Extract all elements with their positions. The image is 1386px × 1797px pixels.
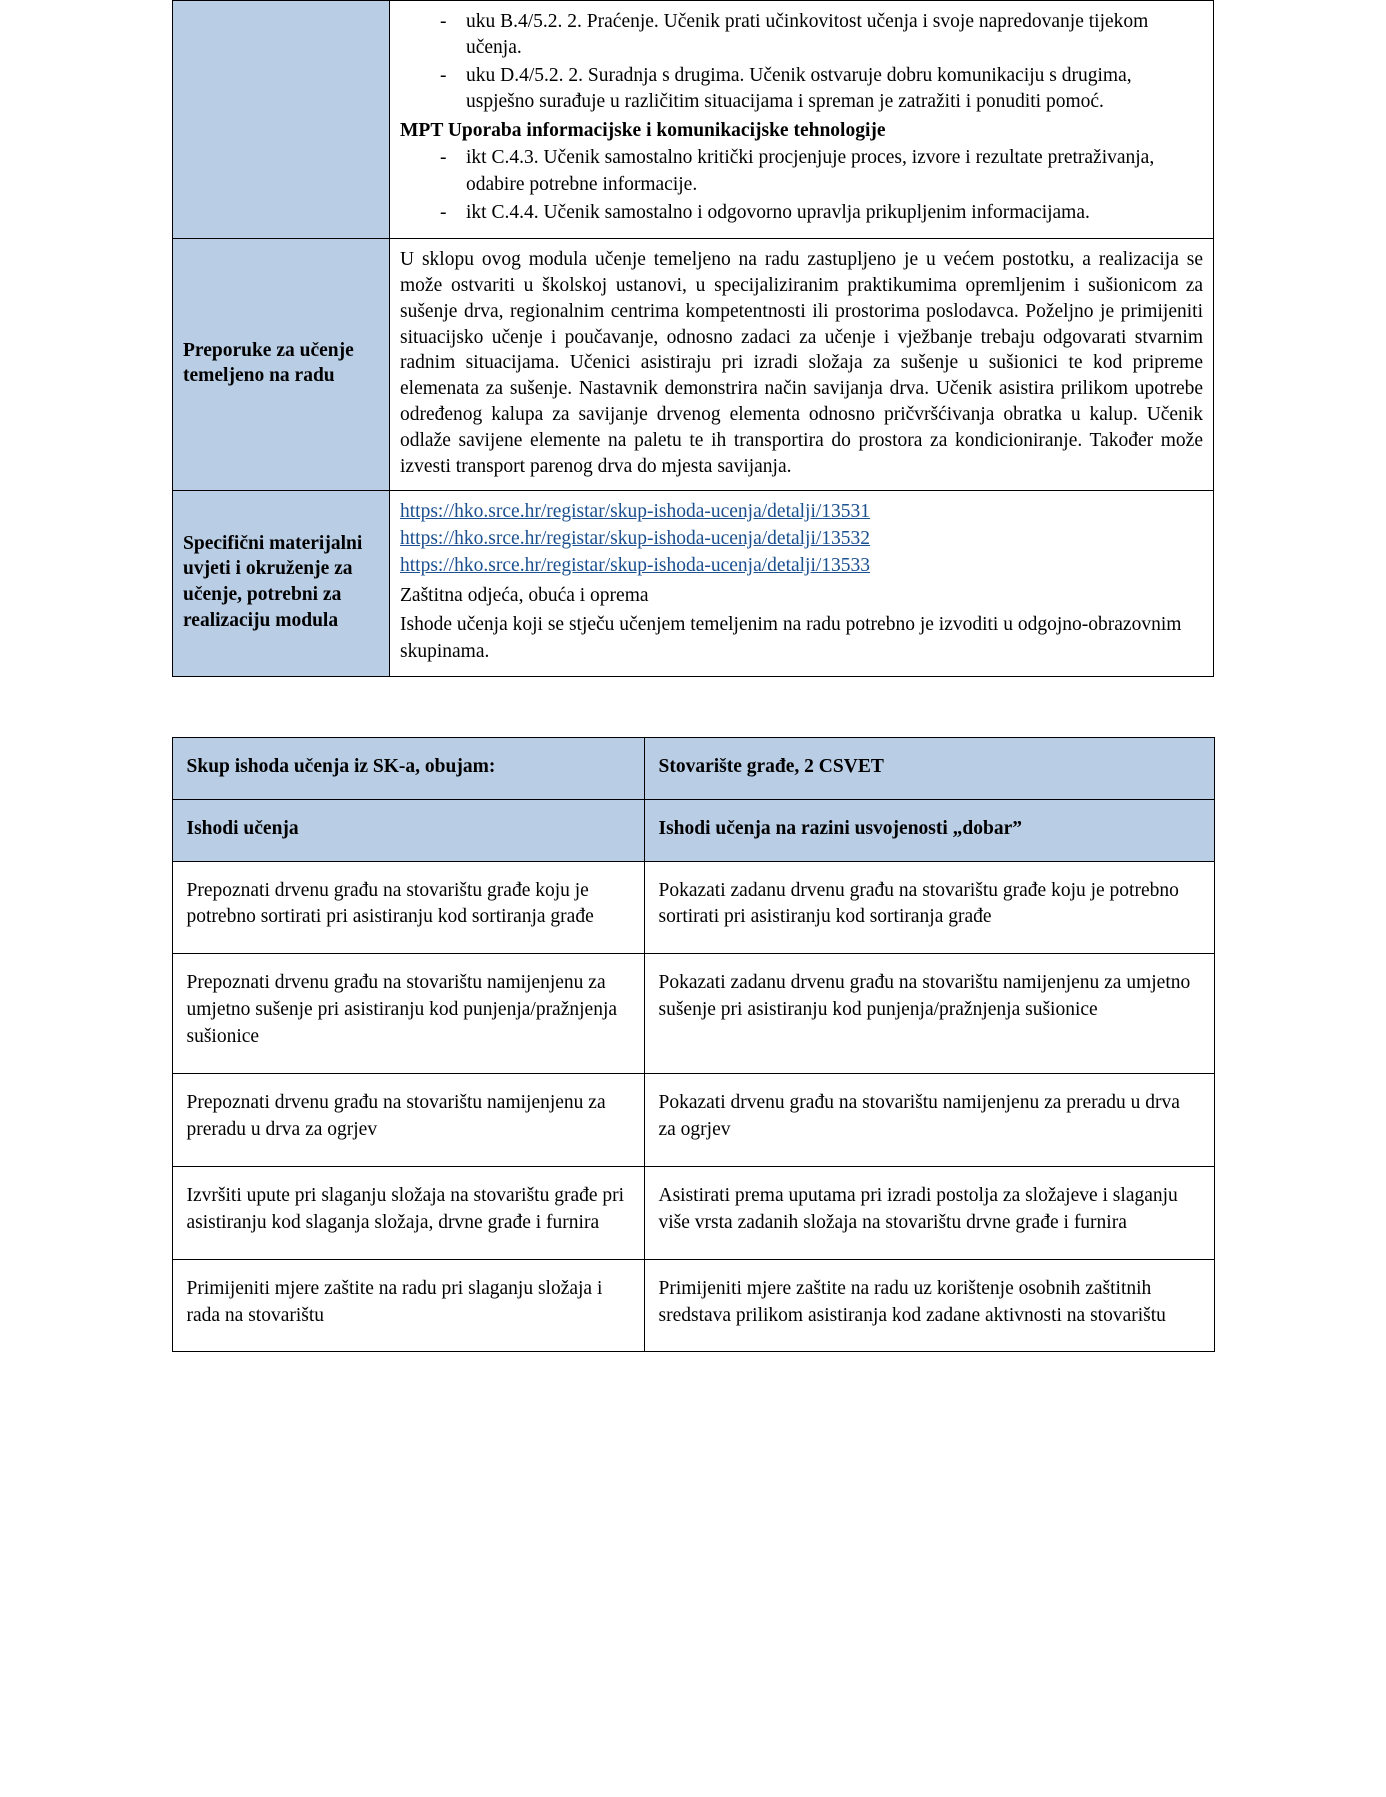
outcomes-header-right: Ishodi učenja na razini usvojenosti „dobar”: [644, 799, 1214, 861]
row-label-empty: [173, 1, 390, 239]
row-label-specificni: Specifični materijalni uvjeti i okruženje za učenje, potrebni za realizaciju modula: [173, 491, 390, 677]
outcome-right: Primijeniti mjere zaštite na radu uz korištenje osobnih zaštitnih sredstava prilikom asistiranja kod zadane aktivnosti na stovarištu: [644, 1259, 1214, 1352]
groups-line: Ishode učenja koji se stječu učenjem temeljenim na radu potrebno je izvoditi u odgojno-obrazovnim skupinama.: [400, 614, 1182, 663]
registry-link-3[interactable]: https://hko.srce.hr/registar/skup-ishoda-ucenja/detalji/13533: [400, 554, 871, 576]
table-row: [173, 491, 1214, 677]
outcome-left: Prepoznati drvenu građu na stovarištu građe koju je potrebno sortirati pri asistiranju kod sortiranja građe: [172, 861, 644, 954]
table-row: [172, 1166, 1214, 1259]
table-row: [173, 1, 1214, 239]
outcomes-title-value: Stovarište građe, 2 CSVET: [644, 737, 1214, 799]
outcome-left: Primijeniti mjere zaštite na radu pri slaganju složaja i rada na stovarištu: [172, 1259, 644, 1352]
table-row: [172, 737, 1214, 799]
competencies-cell: [390, 1, 1214, 239]
outcome-left: Izvršiti upute pri slaganju složaja na stovarištu građe pri asistiranju kod slaganja složaja, drvne građe i furnira: [172, 1166, 644, 1259]
module-table: [172, 0, 1214, 677]
outcome-left: Prepoznati drvenu građu na stovarištu namijenjenu za umjetno sušenje pri asistiranju kod punjenja/pražnjenja sušionice: [172, 954, 644, 1074]
outcomes-table: [172, 737, 1215, 1353]
outcome-right: Pokazati zadanu drvenu građu na stovarištu građe koju je potrebno sortirati pri asistiranju kod sortiranja građe: [644, 861, 1214, 954]
outcome-left: Prepoznati drvenu građu na stovarištu namijenjenu za preradu u drva za ogrjev: [172, 1074, 644, 1167]
outcome-right: Asistirati prema uputama pri izradi postolja za složajeve i slaganju više vrsta zadanih složaja na stovarištu drvne građe i furnira: [644, 1166, 1214, 1259]
table-row: [173, 238, 1214, 490]
outcome-right: Pokazati drvenu građu na stovarištu namijenjenu za preradu u drva za ogrjev: [644, 1074, 1214, 1167]
registry-link-2[interactable]: https://hko.srce.hr/registar/skup-ishoda-ucenja/detalji/13532: [400, 528, 871, 549]
competency-list-2: [400, 145, 1203, 225]
list-item: - uku D.4/5.2. 2. Suradnja s drugima. Učenik ostvaruje dobru komunikaciju s drugima, uspješno surađuje u različitim situacijama i spreman je zatražiti i ponuditi pomoć.: [400, 63, 1203, 115]
equipment-line: Zaštitna odjeća, obuća i oprema: [400, 584, 649, 606]
list-item: - ikt C.4.4. Učenik samostalno i odgovorno upravlja prikupljenim informacijama.: [400, 200, 1203, 226]
table-row: [172, 861, 1214, 954]
competency-list-1: [400, 9, 1203, 116]
table-spacer: [0, 677, 1386, 737]
list-item: - ikt C.4.3. Učenik samostalno kritički procjenjuje proces, izvore i rezultate pretraživanja, odabire potrebne informacije.: [400, 145, 1203, 197]
outcomes-header-left: Ishodi učenja: [172, 799, 644, 861]
table-row: [172, 1259, 1214, 1352]
outcomes-title-label: Skup ishoda učenja iz SK-a, obujam:: [172, 737, 644, 799]
paragraph: U sklopu ovog modula učenje temeljeno na radu zastupljeno je u većem postotku, a realizacija se može ostvariti u školskoj ustanovi, u specijaliziranim praktikumima opremljenim i sušionicom za sušenje drva, regionalnim centrima kompetentnosti ili prostorima poslodavca. Poželjno je primijeniti situacijsko učenje i poučavanje, odnosno zadaci za učenje i vježbanje trebaju odgovarati stvarnim radnim situacijama. Učenici asistiraju pri izradi složaja za sušenje u sušionici te kod pripreme elemenata za sušenje. Nastavnik demonstrira način savijanja drva. Učenik asistira prilikom upotrebe određenog kalupa za savijanje drvenog elementa odnosno pričvršćivanja obratka u kalup. Učenik odlaže savijene elemente na paletu te ih transportira do prostora za kondicioniranje. Također može izvesti transport parenog drva do mjesta savijanja.: [400, 248, 1203, 478]
table-row: [172, 1074, 1214, 1167]
preporuke-text: [390, 238, 1214, 490]
table-row: [172, 799, 1214, 861]
outcome-right: Pokazati zadanu drvenu građu na stovarištu namijenjenu za umjetno sušenje pri asistiranju kod punjenja/pražnjenja sušionice: [644, 954, 1214, 1074]
list-item: - uku B.4/5.2. 2. Praćenje. Učenik prati učinkovitost učenja i svoje napredovanje tijekom učenja.: [400, 9, 1203, 61]
specificni-cell: [390, 491, 1214, 677]
row-label-preporuke: Preporuke za učenje temeljeno na radu: [173, 238, 390, 490]
registry-link-1[interactable]: https://hko.srce.hr/registar/skup-ishoda-ucenja/detalji/13531: [400, 501, 871, 523]
mpt-subheading: MPT Uporaba informacijske i komunikacijske tehnologije: [400, 119, 886, 141]
table-row: [172, 954, 1214, 1074]
